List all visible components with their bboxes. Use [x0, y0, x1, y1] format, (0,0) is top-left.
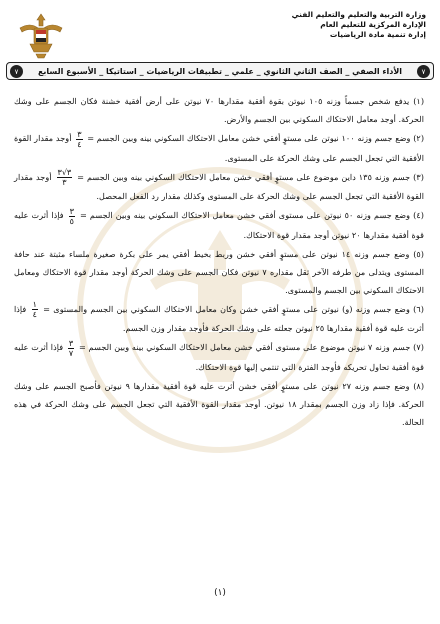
problem-text: (٦) وضع جسم وزنه (و) نيوتن على مستوٍ أفقي خشن وكان معامل الاحتكاك السكوني بين الجسم والمستوى = — [43, 303, 424, 314]
fraction-denominator: ٣ — [62, 178, 67, 187]
fraction-numerator: ١ — [32, 300, 37, 309]
ministry-line: وزارة التربية والتعليم والتعليم الفني — [291, 10, 426, 19]
fraction — [32, 300, 38, 319]
problem-text: فإذا أثرت عليه قوة أفقية مقدارها ٢٠ نيوتن أوجد مقدار قوة الاحتكاك. — [14, 210, 424, 240]
fraction-numerator: ٣ — [68, 338, 74, 348]
problem-item — [14, 338, 424, 376]
fraction-denominator: ٧ — [68, 348, 74, 358]
fraction — [69, 207, 75, 226]
fraction — [57, 168, 73, 187]
problem-item — [14, 245, 424, 299]
fraction-numerator: ٣ — [77, 129, 82, 139]
fraction-numerator: ٣ — [69, 206, 74, 216]
problem-item — [14, 206, 424, 244]
ministry-header-text — [292, 10, 426, 40]
problem-text: (٤) وضع جسم وزنه ٥٠ نيوتن على مستوى أفقي خشن معامل الاحتكاك السكوني بينه وبين الجسم = — [79, 210, 424, 220]
fraction-denominator: ٤ — [32, 310, 37, 319]
fraction — [68, 339, 74, 358]
problem-text: (٣) جسم وزنه ١٣٥ داين موضوع على مستوٍ أفقي خشن معامل الاحتكاك السكوني بينه وبين الجسم = — [77, 171, 424, 182]
problems-list — [14, 92, 424, 432]
problem-text: (٢) وضع جسم وزنه ١٠٠ نيوتن على مستوٍ أفقي خشن معامل الاحتكاك السكوني بينه وبين الجسم = — [87, 133, 425, 143]
problem-text: فإذا أثرت عليه قوة أفقية تحاول تحريكه فأوجد الفترة التي تنتمي إليها قوة الاحتكاك. — [14, 342, 424, 372]
problem-text: (٨) وضع جسم وزنه ٢٧ نيوتن على مستوٍ أفقي خشن أثرت عليه قوة أفقية مقدارها ٩ نيوتن فأصبح الجسم على وشك الحركة. فإذا زاد وزن الجسم بمقدار ١٨ نيوتن. أوجد مقدار القوة الأفقية التي تجعل الجسم على وشك الحركة في هذه الحالة. — [14, 380, 425, 427]
problem-text: فإذا أثرت عليه قوة أفقية مقدارها ٢٥ نيوتن جعلته على وشك الحركة فأوجد مقدار وزن الجسم. — [14, 303, 424, 333]
problem-text: (٥) وضع جسم وزنه ١٤ نيوتن على مستوٍ أفقي خشن وربط بخيط أفقي يمر على بكرة صغيرة ملساء مثبتة عند حافة المستوى ويتدلى من طرفه الآخر ثقل مقداره ٧ نيوتن فكان الجسم على وشك الحركة أوجد مقدار قوة الاحتكاك ومعامل الاحتكاك السكوني بين الجسم والمستوى. — [14, 248, 424, 295]
fraction-denominator: ٥ — [69, 216, 74, 226]
ministry-line: الإدارة المركزية للتعليم العام — [320, 20, 426, 29]
problem-item — [14, 377, 424, 431]
title-bar — [6, 62, 434, 80]
problem-text: أوجد مقدار القوة الأفقية التي تجعل الجسم على وشك الحركة على المستوى وكذلك مقدار رد الفعل المحصل. — [14, 171, 424, 201]
page-header — [0, 4, 440, 62]
ministry-logo — [16, 10, 66, 60]
page-number: (١) — [214, 588, 226, 598]
page-title: الأداء الصفي _ الصف الثاني الثانوي _ علمي _ تطبيقات الرياضيات _ استاتيكا _ الأسبوع السابع — [37, 66, 403, 76]
problem-item — [14, 92, 424, 128]
fraction-numerator: ٣√٣ — [57, 168, 72, 177]
problem-text: (٧) جسم وزنه ٧ نيوتن موضوع على مستوى أفقي خشن معامل الاحتكاك السكوني بينه وبين الجسم = — [78, 342, 424, 352]
fraction — [76, 130, 82, 149]
week-badge: ٧ — [10, 65, 23, 78]
ministry-line: إدارة تنمية مادة الرياضيات — [329, 30, 426, 39]
problem-item — [14, 300, 424, 338]
problem-item — [14, 129, 424, 167]
problem-text: أوجد مقدار القوة الأفقية التي تجعل الجسم على وشك الحركة على المستوى. — [14, 133, 424, 163]
fraction-denominator: ٤ — [77, 139, 82, 149]
problem-item — [14, 168, 424, 206]
problem-text: (١) يدفع شخص جسماً وزنه ١٠٥ نيوتن بقوة أفقية مقدارها ٧٠ نيوتن على أرض أفقية خشنة فكان الجسم على وشك الحركة. أوجد معامل الاحتكاك السكوني بين الجسم والأرض. — [14, 96, 425, 124]
week-badge: ٧ — [417, 65, 430, 78]
